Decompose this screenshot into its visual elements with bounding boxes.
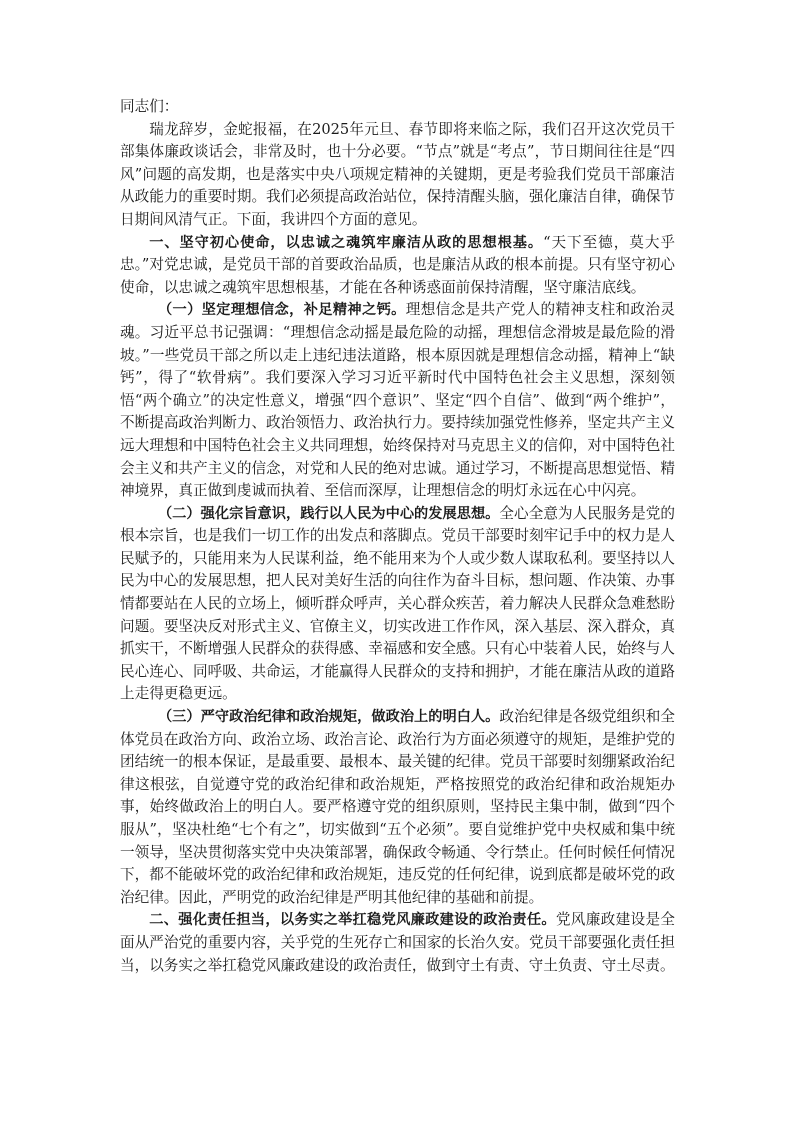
section-2-body: 党风廉政建设是全面从严治党的重要内容，关乎党的生死存亡和国家的长治久安。党员干部要强化责任担当，以务实之举扛稳党风廉政建设的政治责任，做到守土有责、守土负责、守土尽责。 <box>120 911 675 974</box>
subsection-2-body: 全心全意为人民服务是党的根本宗旨，也是我们一切工作的出发点和落脚点。党员干部要时刻牢记手中的权力是人民赋予的，只能用来为人民谋利益，绝不能用来为个人或少数人谋取私利。要坚持以人民为中心的发展思想，把人民对美好生活的向往作为奋斗目标，想问题、作决策、办事情都要站在人民的立场上，倾听群众呼声，关心群众疾苦，着力解决人民群众急难愁盼问题。要坚决反对形式主义、官僚主义，切实改进工作作风，深入基层、深入群众，真抓实干，不断增强人民群众的获得感、幸福感和安全感。只有心中装着人民，始终与人民心连心、同呼吸、共命运，才能赢得人民群众的支持和拥护，才能在廉洁从政的道路上走得更稳更远。 <box>120 504 675 703</box>
intro-paragraph: 瑞龙辞岁，金蛇报福，在2025年元旦、春节即将来临之际，我们召开这次党员干部集体廉政谈话会，非常及时，也十分必要。“节点”就是“考点”，节日期间往往是“四风”问题的高发期，也是落实中央八项规定精神的关键期，更是考验我们党员干部廉洁从政能力的重要时期。我们必须提高政治站位，保持清醒头脑，强化廉洁自律，确保节日期间风清气正。下面，我讲四个方面的意见。 <box>120 120 675 228</box>
subsection-2-heading: （二）强化宗旨意识，践行以人民为中心的发展思想。 <box>157 505 500 522</box>
subsection-1-body: 理想信念是共产党人的精神支柱和政治灵魂。习近平总书记强调：“理想信念动摇是最危险的动摇，理想信念滑坡是最危险的滑坡。”一些党员干部之所以走上违纪违法道路，根本原因就是理想信念动摇，精神上“缺钙”，得了“软骨病”。我们要深入学习习近平新时代中国特色社会主义思想，深刻领悟“两个确立”的决定性意义，增强“四个意识”、坚定“四个自信”、做到“两个维护”，不断提高政治判断力、政治领悟力、政治执行力。要持续加强党性修养，坚定共产主义远大理想和中国特色社会主义共同理想，始终保持对马克思主义的信仰，对中国特色社会主义和共产主义的信念，对党和人民的绝对忠诚。通过学习，不断提高思想觉悟、精神境界，真正做到虔诚而执着、至信而深厚，让理想信念的明灯永远在心中闪亮。 <box>120 301 675 500</box>
subsection-3-heading: （三）严守政治纪律和政治规矩，做政治上的明白人。 <box>157 709 500 726</box>
subsection-1-heading: （一）坚定理想信念，补足精神之钙。 <box>157 302 406 319</box>
subsection-3-paragraph <box>120 706 675 909</box>
section-1-body: “天下至德，莫大乎忠。”对党忠诚，是党员干部的首要政治品质，也是廉洁从政的根本前提。只有坚守初心使命，以忠诚之魂筑牢思想根基，才能在各种诱惑面前保持清醒，坚守廉洁底线。 <box>120 233 675 296</box>
document-page <box>120 96 675 977</box>
section-2-paragraph <box>120 909 675 977</box>
salutation: 同志们： <box>120 98 179 115</box>
subsection-3-body: 政治纪律是各级党组织和全体党员在政治方向、政治立场、政治言论、政治行为方面必须遵守的规矩，是维护党的团结统一的根本保证，是最重要、最根本、最关键的纪律。党员干部要时刻绷紧政治纪律这根弦，自觉遵守党的政治纪律和政治规矩，严格按照党的政治纪律和政治规矩办事，始终做政治上的明白人。要严格遵守党的组织原则，坚持民主集中制，做到“四个服从”，坚决杜绝“七个有之”，切实做到“五个必须”。要自觉维护党中央权威和集中统一领导，坚决贯彻落实党中央决策部署，确保政令畅通、令行禁止。任何时候任何情况下，都不能破坏党的政治纪律和政治规矩，违反党的任何纪律，说到底都是破坏党的政治纪律。因此，严明党的政治纪律是严明其他纪律的基础和前提。 <box>120 708 675 906</box>
section-1-heading: 一、坚守初心使命，以忠诚之魂筑牢廉洁从政的思想根基。 <box>149 234 544 251</box>
subsection-2-paragraph <box>120 503 675 706</box>
subsection-1-paragraph <box>120 299 675 502</box>
section-2-heading: 二、强化责任担当，以务实之举扛稳党风廉政建设的政治责任。 <box>149 912 556 929</box>
section-1-paragraph <box>120 232 675 300</box>
